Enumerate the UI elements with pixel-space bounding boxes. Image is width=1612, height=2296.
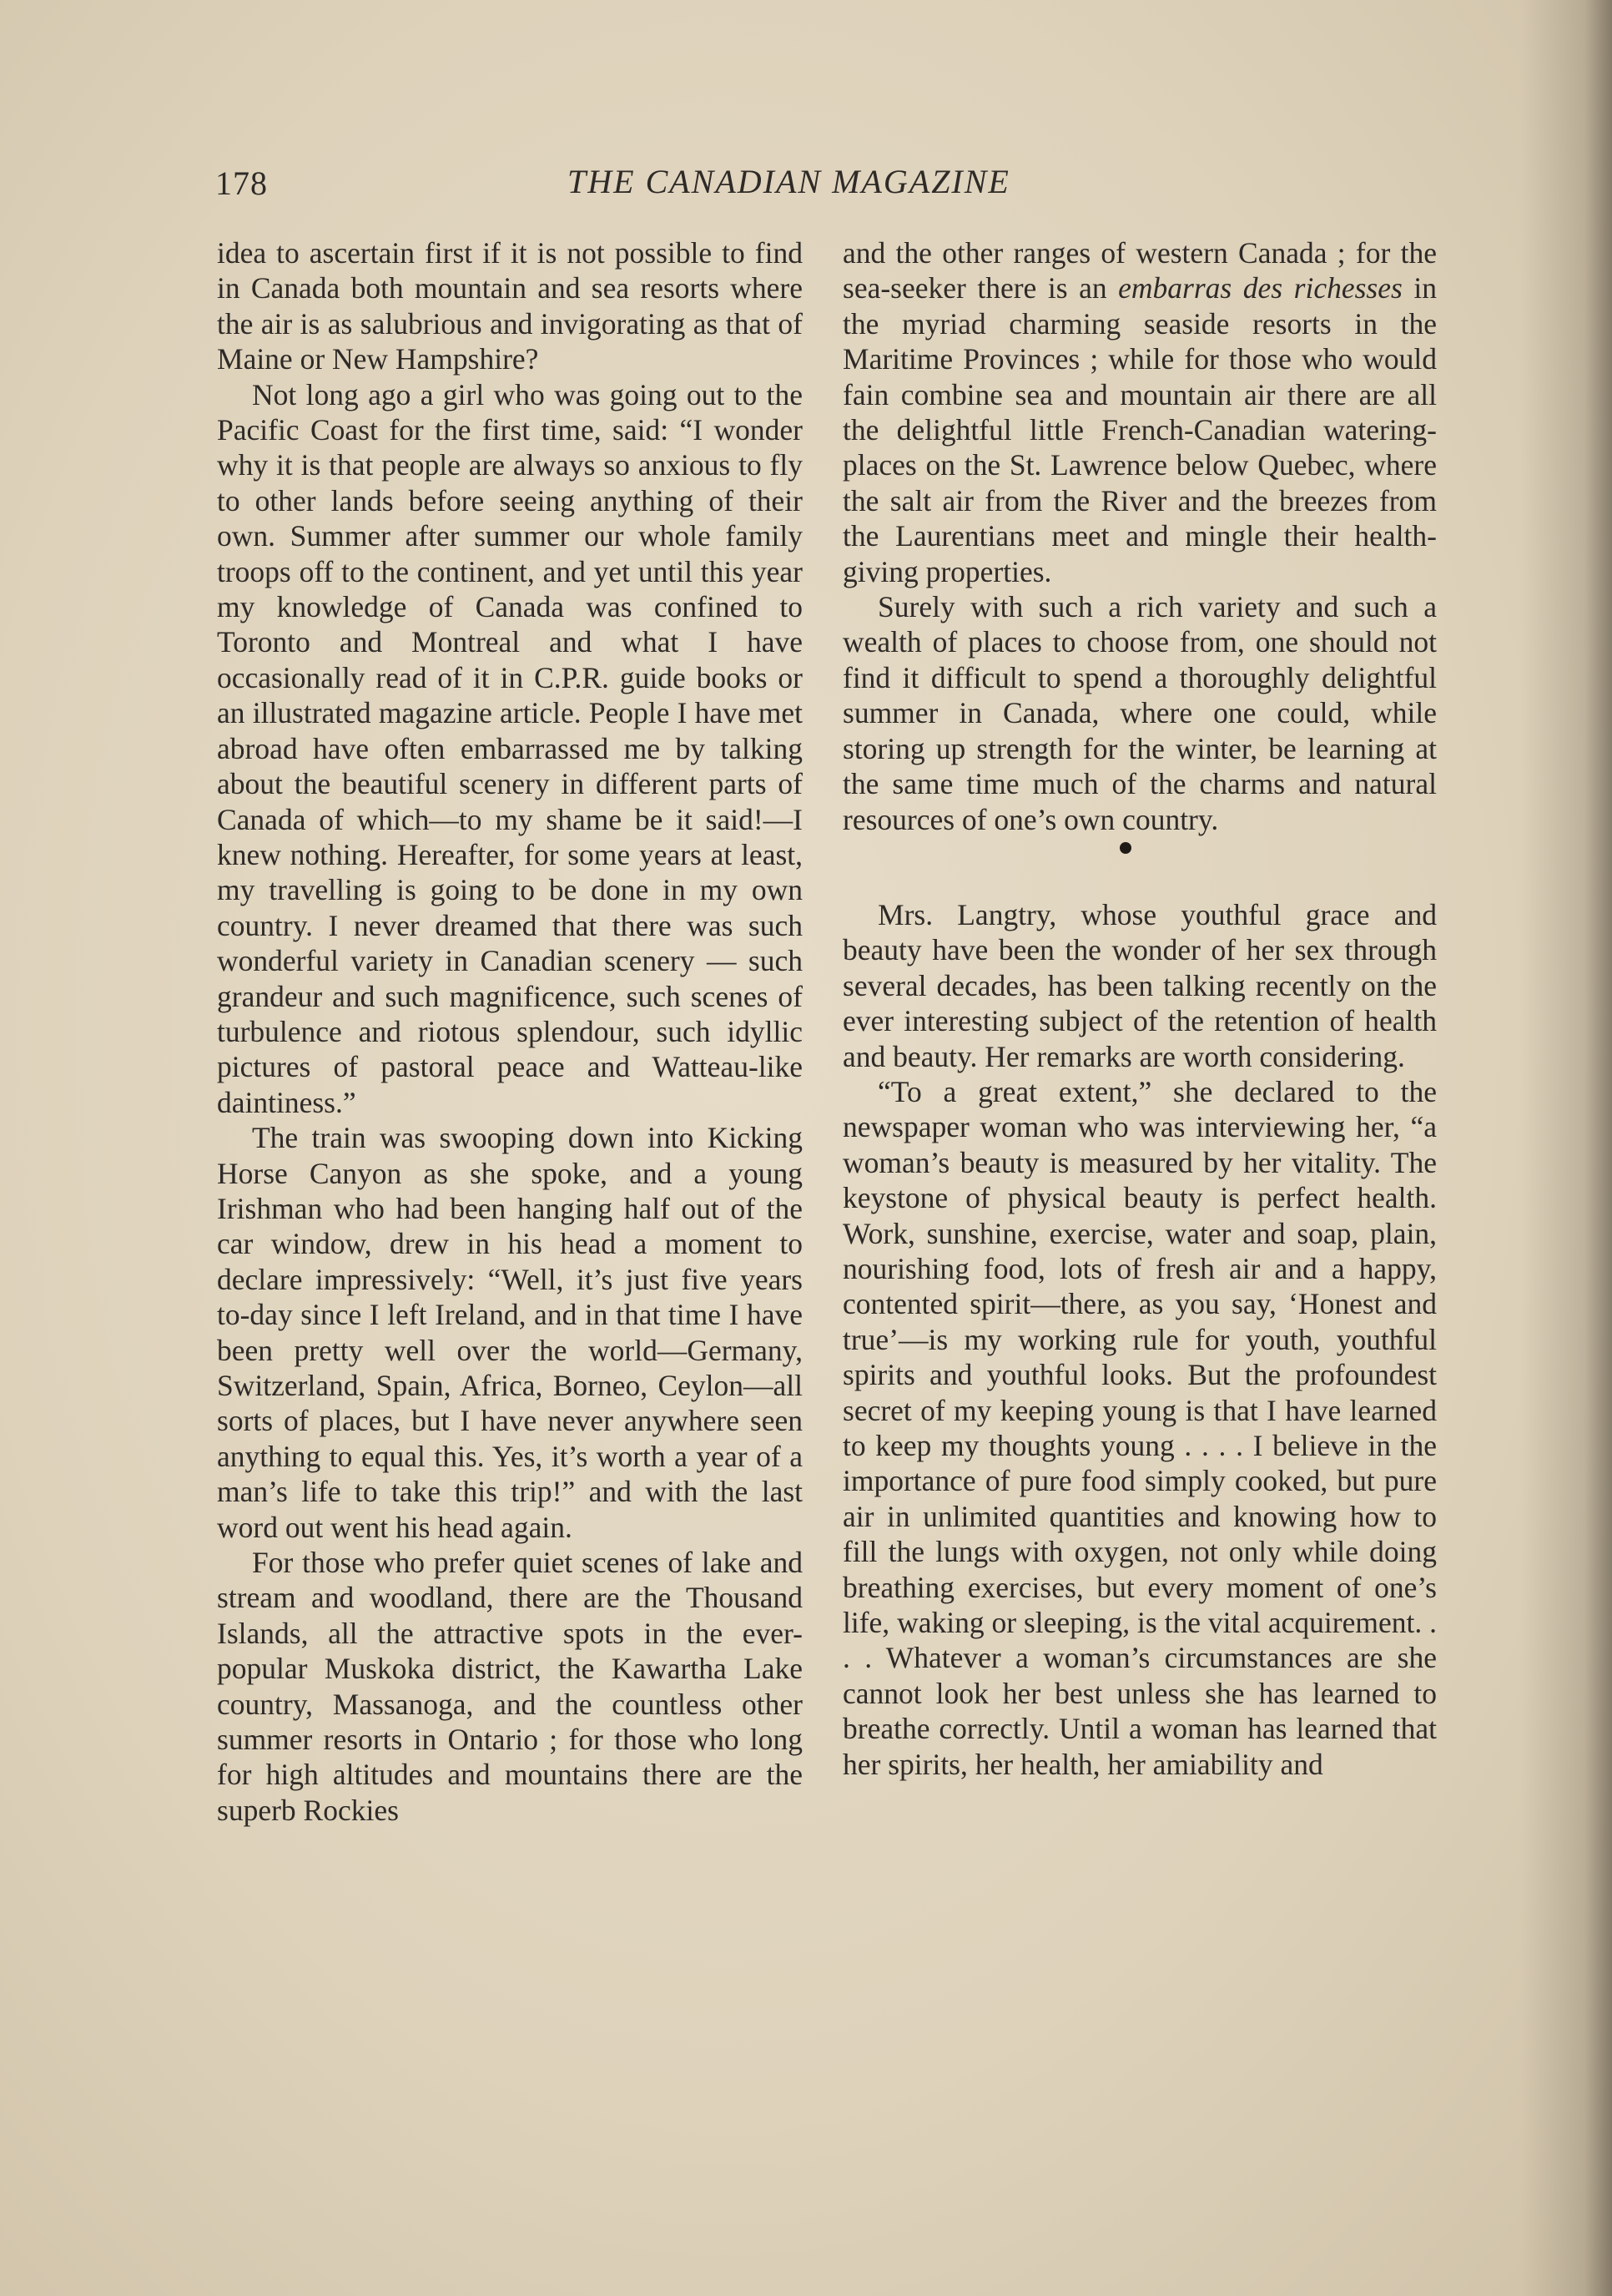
italic-phrase: embarras des richesses	[1118, 271, 1403, 305]
right-column	[843, 235, 1437, 1782]
paragraph: idea to ascertain first if it is not possible to find in Canada both mountain and sea resorts where the air is as salubrious and invigorating as that of Maine or New Hampshire?	[217, 236, 803, 376]
page-number: 178	[215, 164, 268, 202]
paragraph	[843, 235, 1437, 589]
paragraph: The train was swooping down into Kicking Horse Canyon as she spoke, and a young Irishman who had been hanging half out of the car window, drew in his head a moment to declare impressively: “Well, it’s just five years to-day since I left Ireland, and in that time I have been pretty well over the world—Germany, Switzerland, Spain, Africa, Borneo, Ceylon—all sorts of places, but I have never anywhere seen anything to equal this. Yes, it’s worth a year of a man’s life to take this trip!” and with the last word out went his head again.	[217, 1121, 803, 1544]
text-run: and the other ranges of western Canada ; for the sea-seeker there is an	[843, 236, 1437, 305]
section-separator-bullet	[1120, 842, 1131, 854]
paragraph: Surely with such a rich variety and such a wealth of places to choose from, one should not find it difficult to spend a thoroughly delightful summer in Canada, where one could, while storing up strength for the winter, be learning at the same time much of the charms and natural resources of one’s own country.	[843, 590, 1437, 836]
paragraph: “To a great extent,” she declared to the newspaper woman who was interviewing her, “a woman’s beauty is measured by her vitality. The keystone of physical beauty is perfect health. Work, sunshine, exercise, water and soap, plain, nourishing food, lots of fresh air and a happy, contented spirit—there, as you say, ‘Honest and true’—is my working rule for youth, youthful spirits and youthful looks. But the profoundest secret of my keeping young is that I have learned to keep my thoughts young . . . . I believe in the importance of pure food simply cooked, but pure air in unlimited quantities and knowing how to fill the lungs with oxygen, not only while doing breathing exercises, but every moment of one’s life, waking or sleeping, is the vital acquirement. . . . Whatever a woman’s circumstances are she cannot look her best unless she has learned to breathe correctly. Until a woman has learned that her spirits, her health, her amiability and	[843, 1074, 1437, 1781]
paragraph: Mrs. Langtry, whose youthful grace and beauty have been the wonder of her sex through several decades, has been talking recently on the ever interesting subject of the retention of health and beauty. Her remarks are worth considering.	[843, 897, 1437, 1073]
binding-shadow	[1520, 0, 1612, 2296]
left-column	[217, 235, 803, 1828]
paragraph: For those who prefer quiet scenes of lake and stream and woodland, there are the Thousand Islands, all the attractive spots in the ever-popular Muskoka district, the Kawartha Lake country, Massanoga, and the countless other summer resorts in Ontario ; for those who long for high altitudes and mountains there are the superb Rockies	[217, 1546, 803, 1827]
text-run: in the myriad charming seaside resorts in the Maritime Provinces ; while for those who would fain combine sea and mountain air there are all the delightful little French-Canadian watering-places on the St. Lawrence below Quebec, where the salt air from the River and the breezes from the Laurentians meet and mingle their health-giving properties.	[843, 271, 1438, 588]
running-title: THE CANADIAN MAGAZINE	[567, 163, 1010, 200]
paragraph: Not long ago a girl who was going out to the Pacific Coast for the first time, said: “I wonder why it is that people are always so anxious to fly to other lands before seeing anything of their own. Summer after summer our whole family troops off to the continent, and yet until this year my knowledge of Canada was confined to Toronto and Montreal and what I have occasionally read of it in C.P.R. guide books or an illustrated magazine article. People I have met abroad have often embarrassed me by talking about the beautiful scenery in different parts of Canada of which—to my shame be it said!—I knew nothing. Hereafter, for some years at least, my travelling is going to be done in my own country. I never dreamed that there was such wonderful variety in Canadian scenery — such grandeur and such magnificence, such scenes of turbulence and riotous splendour, such idyllic pictures of pastoral peace and Watteau-like daintiness.”	[217, 377, 803, 1119]
